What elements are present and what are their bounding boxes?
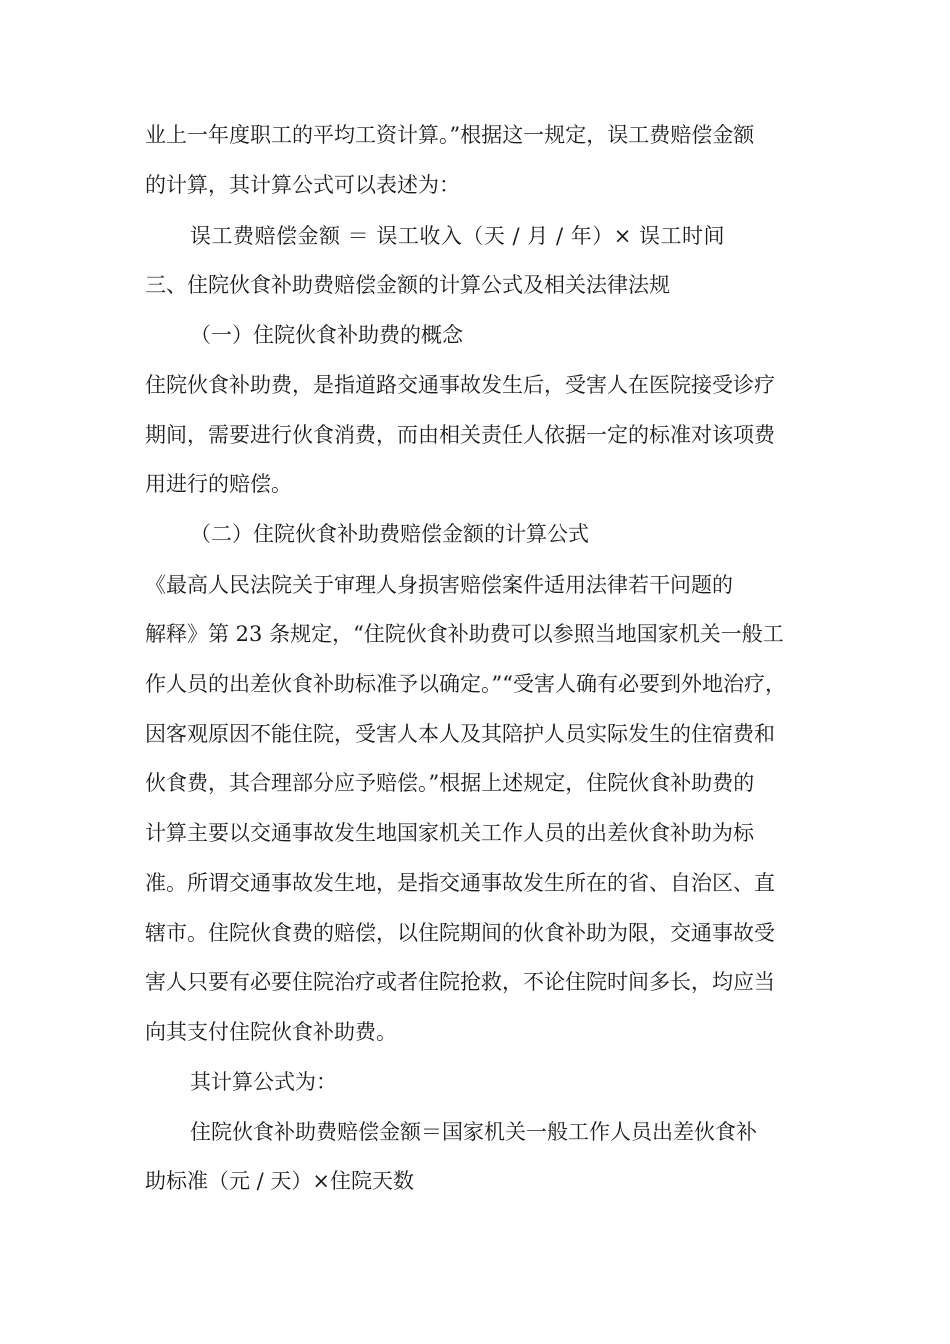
paragraph-line: 的计算，其计算公式可以表述为： [145,173,460,197]
paragraph-line: 业上一年度职工的平均工资计算。”根据这一规定，误工费赔偿金额 [145,123,755,147]
paragraph-line: 用进行的赔偿。 [145,472,292,496]
formula-line: 住院伙食补助费赔偿金额＝国家机关一般工作人员出差伙食补 [190,1120,757,1144]
paragraph-line: 伙食费，其合理部分应予赔偿。”根据上述规定，住院伙食补助费的 [145,771,755,795]
subsection-heading: （二）住院伙食补助费赔偿金额的计算公式 [190,522,589,546]
paragraph-line: 期间，需要进行伙食消费，而由相关责任人依据一定的标准对该项费 [145,423,775,447]
subsection-heading: （一）住院伙食补助费的概念 [190,323,463,347]
paragraph-line: 计算主要以交通事故发生地国家机关工作人员的出差伙食补助为标 [145,821,754,845]
section-heading: 三、住院伙食补助费赔偿金额的计算公式及相关法律法规 [145,273,670,297]
paragraph-line: 因客观原因不能住院，受害人本人及其陪护人员实际发生的住宿费和 [145,722,775,746]
formula-line: 助标准（元 / 天）×住院天数 [145,1169,415,1193]
paragraph-line: 作人员的出差伙食补助标准予以确定。”“受害人确有必要到外地治疗， [145,672,786,696]
paragraph-line: 害人只要有必要住院治疗或者住院抢救，不论住院时间多长，均应当 [145,970,775,994]
paragraph-line: 《最高人民法院关于审理人身损害赔偿案件适用法律若干问题的 [145,573,733,597]
paragraph-line: 准。所谓交通事故发生地，是指交通事故发生所在的省、自治区、直 [145,871,775,895]
paragraph-line: 住院伙食补助费，是指道路交通事故发生后，受害人在医院接受诊疗 [145,373,775,397]
paragraph-line: 向其支付住院伙食补助费。 [145,1020,397,1044]
paragraph-line: 其计算公式为： [190,1070,337,1094]
paragraph-line: 解释》第 23 条规定，“住院伙食补助费可以参照当地国家机关一般工 [145,622,784,646]
paragraph-line: 辖市。住院伙食费的赔偿，以住院期间的伙食补助为限，交通事故受 [145,921,775,945]
formula-line: 误工费赔偿金额 ＝ 误工收入（天 / 月 / 年）× 误工时间 [190,224,725,248]
